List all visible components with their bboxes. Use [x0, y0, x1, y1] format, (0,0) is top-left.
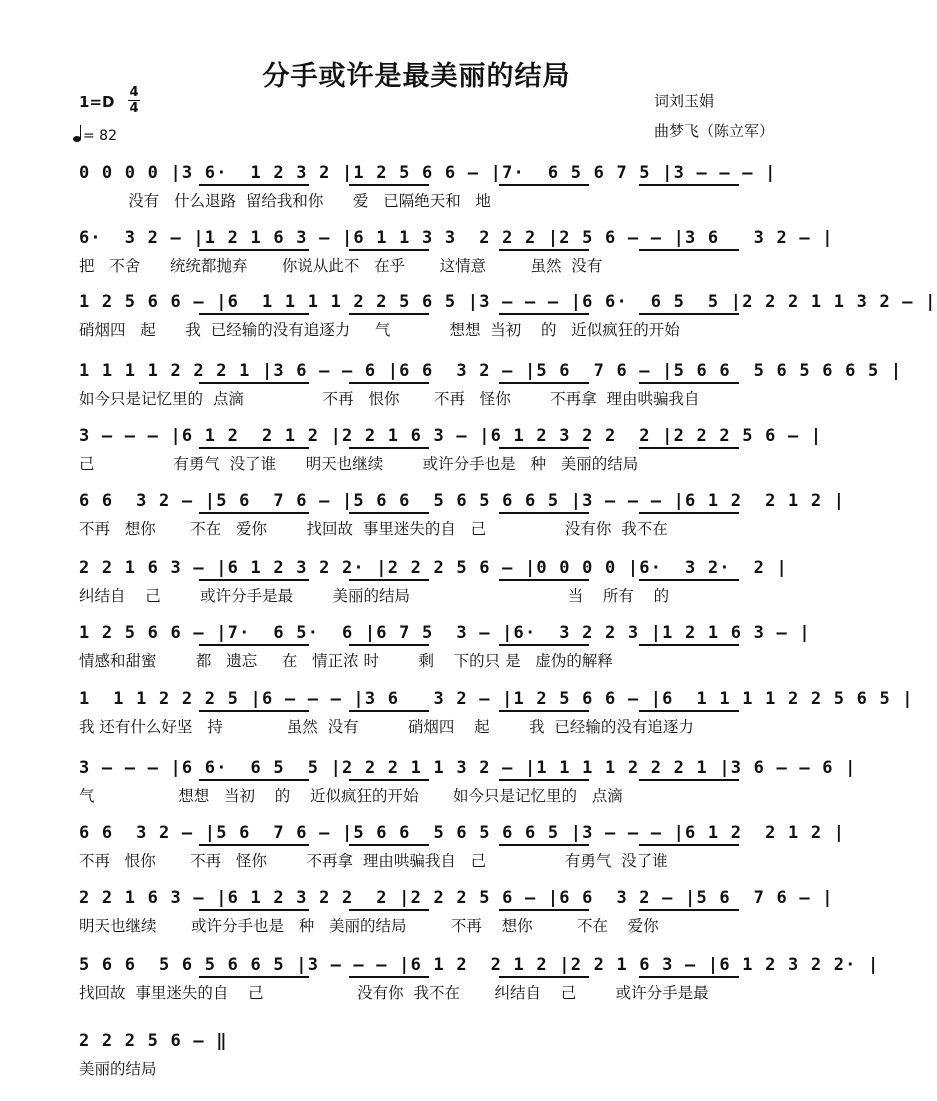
- beam-line: [499, 382, 589, 384]
- beam-line: [499, 909, 589, 911]
- lyrics-line: 己 有勇气 没了谁 明天也继续 或许分手也是 种 美丽的结局: [79, 455, 639, 473]
- lyrics-line: 找回故 事里迷失的自 己 没有你 我不在 纠结自 己 或许分手是最: [79, 984, 709, 1002]
- score-line: [79, 686, 914, 748]
- notation-line: 6 6 3 2 — |5 6 7 6 — |5 6 6 5 6 5 6 6 5 |3 — — — |6 1 2 2 1 2 |: [79, 823, 846, 843]
- notation-line: 3 — — — |6 6· 6 5 5 |2 2 2 1 1 3 2 — |1 1 1 1 2 2 2 1 |3 6 — — 6 |: [79, 758, 857, 778]
- beam-line: [199, 447, 309, 449]
- beam-line: [349, 976, 429, 978]
- notation-line: 1 2 5 6 6 — |6 1 1 1 1 2 2 5 6 5 |3 — — — |6 6· 6 5 5 |2 2 2 1 1 3 2 — |: [79, 292, 937, 312]
- score-line: [79, 885, 834, 947]
- composer-credit: 曲梦飞（陈立军）: [654, 122, 775, 140]
- beam-line: [199, 644, 309, 646]
- quarter-note-icon: [73, 136, 81, 142]
- beam-line: [349, 579, 429, 581]
- beam-line: [199, 512, 309, 514]
- beam-line: [499, 644, 589, 646]
- lyrics-line: 气 想想 当初 的 近似疯狂的开始 如今只是记忆里的 点滴: [79, 787, 623, 805]
- beam-line: [199, 976, 309, 978]
- score-line: [79, 423, 823, 485]
- notation-line: 3 — — — |6 1 2 2 1 2 |2 2 1 6 3 — |6 1 2 3 2 2 2 |2 2 2 5 6 — |: [79, 426, 823, 446]
- beam-line: [499, 779, 589, 781]
- beam-line: [639, 184, 739, 186]
- beam-line: [349, 249, 429, 251]
- beam-line: [639, 579, 739, 581]
- notation-line: 1 1 1 1 2 2 2 1 |3 6 — — 6 |6 6 3 2 — |5 6 7 6 — |5 6 6 5 6 5 6 6 5 |: [79, 361, 903, 381]
- beam-line: [199, 313, 309, 315]
- score-line: [79, 1028, 769, 1090]
- beam-line: [499, 184, 589, 186]
- notation-line: 0 0 0 0 |3 6· 1 2 3 2 |1 2 5 6 6 — |7· 6 5 6 7 5 |3 — — — |: [79, 163, 777, 183]
- beam-line: [639, 779, 739, 781]
- beam-line: [639, 313, 739, 315]
- notation-line: 2 2 2 5 6 — ‖: [79, 1031, 228, 1051]
- beam-line: [199, 909, 309, 911]
- beam-line: [639, 710, 739, 712]
- beam-line: [499, 579, 589, 581]
- beam-line: [499, 976, 589, 978]
- lyrics-line: 把 不舍 统统都抛弃 你说从此不 在乎 这情意 虽然 没有: [79, 257, 603, 275]
- lyrics-line: 明天也继续 或许分手也是 种 美丽的结局 不再 想你 不在 爱你: [79, 917, 659, 935]
- notation-line: 1 1 1 2 2 2 5 |6 — — — |3 6 3 2 — |1 2 5 6 6 — |6 1 1 1 1 2 2 5 6 5 |: [79, 689, 914, 709]
- beam-line: [199, 184, 309, 186]
- time-signature: [128, 86, 140, 115]
- time-signature-top: 4: [129, 85, 139, 100]
- beam-line: [499, 249, 589, 251]
- score-line: [79, 555, 788, 617]
- score-line: [79, 488, 846, 550]
- beam-line: [349, 313, 429, 315]
- notation-line: 2 2 1 6 3 — |6 1 2 3 2 2· |2 2 2 5 6 — |0 0 0 0 |6· 3 2· 2 |: [79, 558, 788, 578]
- beam-line: [199, 779, 309, 781]
- beam-line: [349, 184, 429, 186]
- beam-line: [639, 249, 739, 251]
- lyricist-credit: 词刘玉娟: [654, 92, 715, 110]
- score-line: [79, 160, 777, 222]
- beam-line: [349, 909, 429, 911]
- beam-line: [199, 249, 309, 251]
- score-line: [79, 225, 834, 287]
- score-line: [79, 620, 811, 682]
- score-line: [79, 289, 937, 351]
- beam-line: [499, 710, 589, 712]
- lyrics-line: 没有 什么退路 留给我和你 爱 已隔绝天和 地: [79, 192, 492, 210]
- beam-line: [349, 844, 429, 846]
- lyrics-line: 如今只是记忆里的 点滴 不再 恨你 不再 怪你 不再拿 理由哄骗我自: [79, 390, 700, 408]
- beam-line: [639, 909, 739, 911]
- beam-line: [349, 710, 429, 712]
- notation-line: 5 6 6 5 6 5 6 6 5 |3 — — — |6 1 2 2 1 2 |2 2 1 6 3 — |6 1 2 3 2 2· |: [79, 955, 880, 975]
- beam-line: [639, 644, 739, 646]
- notation-line: 2 2 1 6 3 — |6 1 2 3 2 2 2 |2 2 2 5 6 — |6 6 3 2 — |5 6 7 6 — |: [79, 888, 834, 908]
- key-signature: 1=D: [79, 93, 115, 111]
- beam-line: [349, 512, 429, 514]
- notation-line: 6· 3 2 — |1 2 1 6 3 — |6 1 1 3 3 2 2 2 |2 5 6 — — |3 6 3 2 — |: [79, 228, 834, 248]
- score-line: [79, 952, 880, 1014]
- beam-line: [349, 644, 429, 646]
- beam-line: [199, 710, 309, 712]
- score-line: [79, 755, 857, 817]
- notation-line: 6 6 3 2 — |5 6 7 6 — |5 6 6 5 6 5 6 6 5 |3 — — — |6 1 2 2 1 2 |: [79, 491, 846, 511]
- beam-line: [349, 779, 429, 781]
- tempo-marking: [73, 128, 117, 144]
- tempo-value: = 82: [83, 128, 117, 144]
- beam-line: [199, 844, 309, 846]
- score-line: [79, 820, 846, 882]
- lyrics-line: 情感和甜蜜 都 遗忘 在 情正浓 时 剩 下的只 是 虚伪的解释: [79, 652, 613, 670]
- beam-line: [499, 512, 589, 514]
- song-title: 分手或许是最美丽的结局: [262, 61, 571, 92]
- lyrics-line: 不再 恨你 不再 怪你 不再拿 理由哄骗我自 己 有勇气 没了谁: [79, 852, 668, 870]
- lyrics-line: 我 还有什么好坚 持 虽然 没有 硝烟四 起 我 已经输的没有追逐力: [79, 718, 694, 736]
- lyrics-line: 硝烟四 起 我 已经输的没有追逐力 气 想想 当初 的 近似疯狂的开始: [79, 321, 680, 339]
- beam-line: [639, 976, 739, 978]
- beam-line: [349, 382, 429, 384]
- lyrics-line: 不再 想你 不在 爱你 找回故 事里迷失的自 己 没有你 我不在: [79, 520, 668, 538]
- beam-line: [639, 844, 739, 846]
- beam-line: [199, 382, 309, 384]
- beam-line: [639, 512, 739, 514]
- lyrics-line: 纠结自 己 或许分手是最 美丽的结局 当 所有 的: [79, 587, 670, 605]
- beam-line: [639, 447, 739, 449]
- lyrics-line: 美丽的结局: [79, 1060, 157, 1078]
- beam-line: [499, 447, 589, 449]
- beam-line: [349, 447, 429, 449]
- notation-line: 1 2 5 6 6 — |7· 6 5· 6 |6 7 5 3 — |6· 3 2 2 3 |1 2 1 6 3 — |: [79, 623, 811, 643]
- beam-line: [639, 382, 739, 384]
- score-line: [79, 358, 903, 420]
- beam-line: [199, 579, 309, 581]
- time-signature-bottom: 4: [129, 101, 139, 116]
- beam-line: [499, 313, 589, 315]
- beam-line: [499, 844, 589, 846]
